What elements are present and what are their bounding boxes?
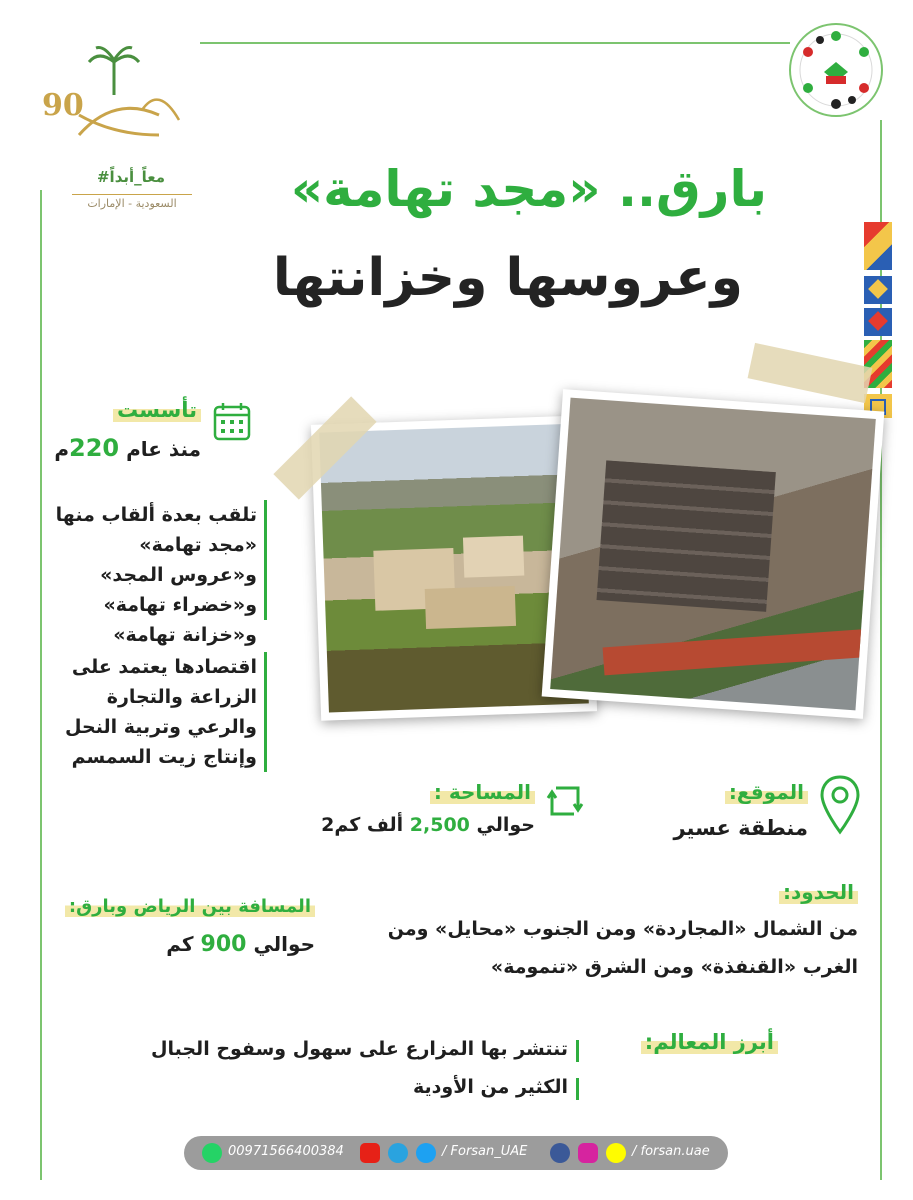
- founded-year: 220: [69, 434, 120, 462]
- frame-top-line: [200, 42, 790, 44]
- snapchat-icon[interactable]: [606, 1143, 626, 1163]
- pattern-strip: [864, 222, 892, 270]
- landmark-bullet: [576, 1078, 579, 1100]
- landmark-item-2: الكثير من الأودية: [413, 1076, 568, 1098]
- page-title: بارق.. «مجد تهامة»: [290, 160, 767, 218]
- stone-buildings-photo: [542, 389, 885, 719]
- calendar-icon: [212, 400, 252, 442]
- distance-unit: كم: [166, 932, 194, 956]
- area-unit: ألف كم2: [321, 814, 404, 836]
- location-label-wrap: [725, 780, 808, 804]
- badge-subtitle: السعودية - الإمارات: [72, 194, 192, 210]
- founded-suffix: م: [54, 437, 70, 461]
- founded-prefix: منذ عام: [126, 437, 201, 461]
- distance-label-wrap: [65, 896, 315, 917]
- location-pin-icon: [818, 774, 862, 836]
- facebook-icon[interactable]: [550, 1143, 570, 1163]
- landmarks-label: أبرز المعالم:: [641, 1030, 778, 1054]
- badge-hashtag: #معاً_أبداً: [96, 168, 166, 186]
- landmark-bullet: [576, 1040, 579, 1062]
- forsan-logo: [786, 20, 886, 120]
- footer-handle-2[interactable]: / forsan.uae: [632, 1144, 710, 1159]
- footer-phone[interactable]: 00971566400384: [228, 1144, 344, 1159]
- area-label: المساحة :: [430, 780, 535, 804]
- page-subtitle: وعروسها وخزانتها: [272, 248, 743, 308]
- frame-left-line: [40, 190, 42, 1180]
- founded-label-wrap: [113, 398, 201, 422]
- twitter-icon[interactable]: [416, 1143, 436, 1163]
- landmark-item-1: تنتشر بها المزارع على سهول وسفوح الجبال: [150, 1038, 568, 1060]
- area-number: 2,500: [409, 814, 470, 836]
- landmarks-label-wrap: [641, 1030, 778, 1054]
- location-value: منطقة عسير: [673, 816, 808, 840]
- instagram-icon[interactable]: [578, 1143, 598, 1163]
- founded-label: تأسست: [113, 398, 201, 422]
- founded-value: [54, 434, 201, 462]
- resize-arrows-icon: [544, 780, 586, 822]
- borders-line1: من الشمال «المجاردة» ومن الجنوب «محايل» ومن: [387, 918, 858, 940]
- pattern-strip: [864, 276, 892, 304]
- area-prefix: حوالي: [476, 814, 535, 836]
- economy-text: اقتصادها يعتمد على الزراعة والتجارة والرعي وتربية النحل وإنتاج زيت السمسم: [65, 656, 257, 768]
- titles-text: تلقب بعدة ألقاب منها «مجد تهامة» و«عروس المجد» و«خضراء تهامة» و«خزانة تهامة»: [55, 504, 257, 646]
- distance-value: [166, 932, 315, 957]
- distance-prefix: حوالي: [253, 932, 315, 956]
- titles-accent-bar: [264, 500, 267, 620]
- location-label: الموقع:: [725, 780, 808, 804]
- footer-handle-1[interactable]: / Forsan_UAE: [442, 1144, 528, 1159]
- economy-accent-bar: [264, 652, 267, 772]
- tape-strip: [748, 343, 873, 403]
- distance-label: المسافة بين الرياض وبارق:: [65, 896, 315, 917]
- distance-number: 900: [200, 932, 247, 957]
- social-footer: [184, 1136, 728, 1170]
- area-label-wrap: [430, 780, 535, 804]
- borders-label: الحدود:: [779, 880, 858, 904]
- whatsapp-icon[interactable]: [202, 1143, 222, 1163]
- youtube-icon[interactable]: [360, 1143, 380, 1163]
- area-value: [321, 814, 535, 836]
- borders-line2: الغرب «القنفذة» ومن الشرق «تنمومة»: [490, 956, 858, 978]
- borders-label-wrap: [779, 880, 858, 904]
- saudi-90-badge: [34, 40, 194, 210]
- pattern-strip: [864, 308, 892, 336]
- telegram-icon[interactable]: [388, 1143, 408, 1163]
- badge-number: 90: [42, 88, 84, 123]
